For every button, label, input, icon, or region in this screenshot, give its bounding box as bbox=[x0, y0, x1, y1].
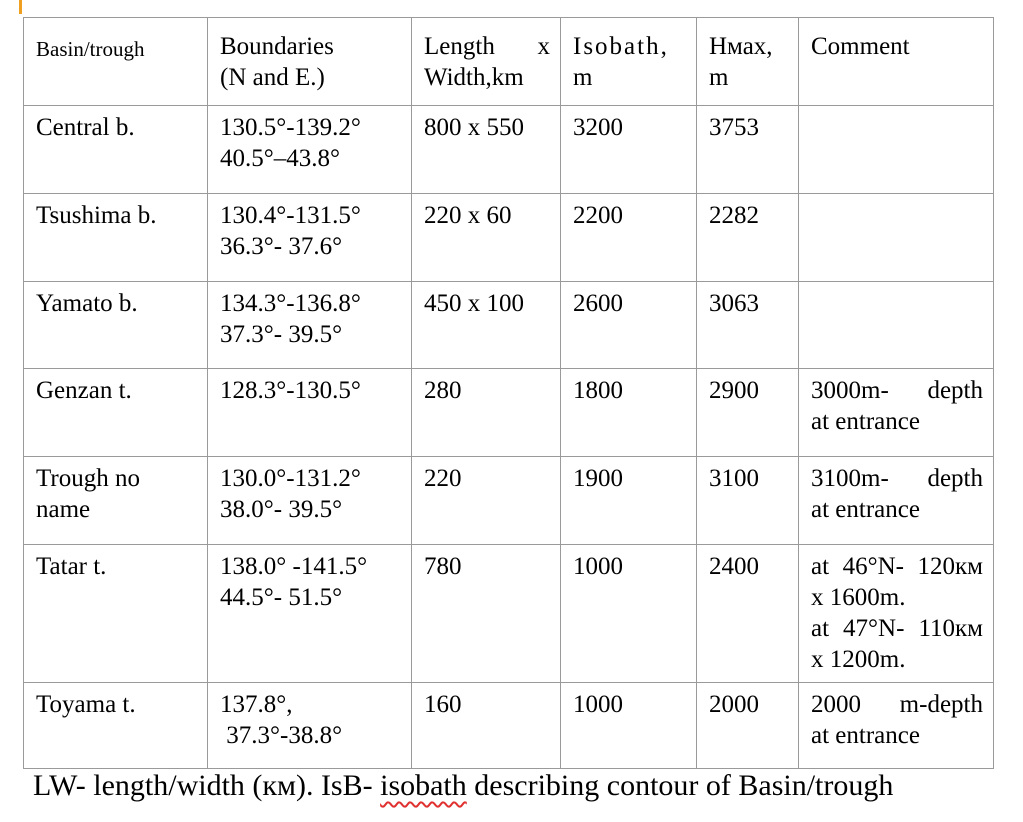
header-length-width: Length x Width,km bbox=[412, 18, 561, 106]
cell-hmax: 2000 bbox=[697, 683, 799, 769]
cell-length-width: 450 x 100 bbox=[412, 282, 561, 369]
cell-comment bbox=[799, 282, 994, 369]
cell-boundaries: 137.8°, 37.3°-38.8° bbox=[208, 683, 412, 769]
cell-basin-name: Yamato b. bbox=[24, 282, 208, 369]
cell-isobath: 2600 bbox=[561, 282, 697, 369]
cell-isobath: 2200 bbox=[561, 194, 697, 282]
cell-length-width: 220 bbox=[412, 457, 561, 545]
header-basin: Basin/trough bbox=[24, 18, 208, 106]
cell-hmax: 3753 bbox=[697, 106, 799, 194]
cell-basin-name: Genzan t. bbox=[24, 369, 208, 457]
table-row bbox=[24, 282, 994, 369]
table-row bbox=[24, 194, 994, 282]
cell-basin-name: Tatar t. bbox=[24, 545, 208, 683]
cell-length-width: 280 bbox=[412, 369, 561, 457]
cell-basin-name: Central b. bbox=[24, 106, 208, 194]
cell-hmax: 2400 bbox=[697, 545, 799, 683]
cell-comment bbox=[799, 194, 994, 282]
cell-boundaries: 130.4°-131.5° 36.3°- 37.6° bbox=[208, 194, 412, 282]
footnote-text-after: describing contour of Basin/trough bbox=[466, 769, 894, 802]
header-boundaries: Boundaries (N and E.) bbox=[208, 18, 412, 106]
cell-comment: 2000 m-depth at entrance bbox=[799, 683, 994, 769]
table-row bbox=[24, 457, 994, 545]
table-header-row bbox=[24, 18, 994, 106]
spellcheck-flagged-word[interactable]: isobath bbox=[380, 769, 467, 802]
header-hmax: Нмах, m bbox=[697, 18, 799, 106]
cell-comment: at 46°N- 120км x 1600m. at 47°N- 110км x 1200m. bbox=[799, 545, 994, 683]
cell-basin-name: Trough no name bbox=[24, 457, 208, 545]
cell-boundaries: 130.5°-139.2° 40.5°–43.8° bbox=[208, 106, 412, 194]
cell-isobath: 1000 bbox=[561, 545, 697, 683]
footnote-text-before: LW- length/width (км). IsB- bbox=[33, 769, 381, 802]
cell-hmax: 3063 bbox=[697, 282, 799, 369]
cell-boundaries: 130.0°-131.2° 38.0°- 39.5° bbox=[208, 457, 412, 545]
cell-basin-name: Toyama t. bbox=[24, 683, 208, 769]
cell-comment bbox=[799, 106, 994, 194]
header-comment: Comment bbox=[799, 18, 994, 106]
table-row bbox=[24, 683, 994, 769]
cell-hmax: 2282 bbox=[697, 194, 799, 282]
table-row bbox=[24, 545, 994, 683]
basin-table bbox=[23, 17, 994, 769]
table-row bbox=[24, 369, 994, 457]
cell-isobath: 3200 bbox=[561, 106, 697, 194]
table-row bbox=[24, 106, 994, 194]
cell-comment: 3000m- depth at entrance bbox=[799, 369, 994, 457]
cell-length-width: 800 x 550 bbox=[412, 106, 561, 194]
cell-length-width: 220 x 60 bbox=[412, 194, 561, 282]
cell-boundaries: 134.3°-136.8° 37.3°- 39.5° bbox=[208, 282, 412, 369]
header-isobath: Isobath, m bbox=[561, 18, 697, 106]
footnote bbox=[33, 768, 893, 804]
cell-isobath: 1000 bbox=[561, 683, 697, 769]
cell-isobath: 1900 bbox=[561, 457, 697, 545]
cell-hmax: 3100 bbox=[697, 457, 799, 545]
cell-comment: 3100m- depth at entrance bbox=[799, 457, 994, 545]
slide-accent-bar bbox=[19, 0, 22, 14]
cell-length-width: 160 bbox=[412, 683, 561, 769]
cell-boundaries: 128.3°-130.5° bbox=[208, 369, 412, 457]
cell-length-width: 780 bbox=[412, 545, 561, 683]
cell-isobath: 1800 bbox=[561, 369, 697, 457]
cell-boundaries: 138.0° -141.5° 44.5°- 51.5° bbox=[208, 545, 412, 683]
cell-basin-name: Tsushima b. bbox=[24, 194, 208, 282]
cell-hmax: 2900 bbox=[697, 369, 799, 457]
